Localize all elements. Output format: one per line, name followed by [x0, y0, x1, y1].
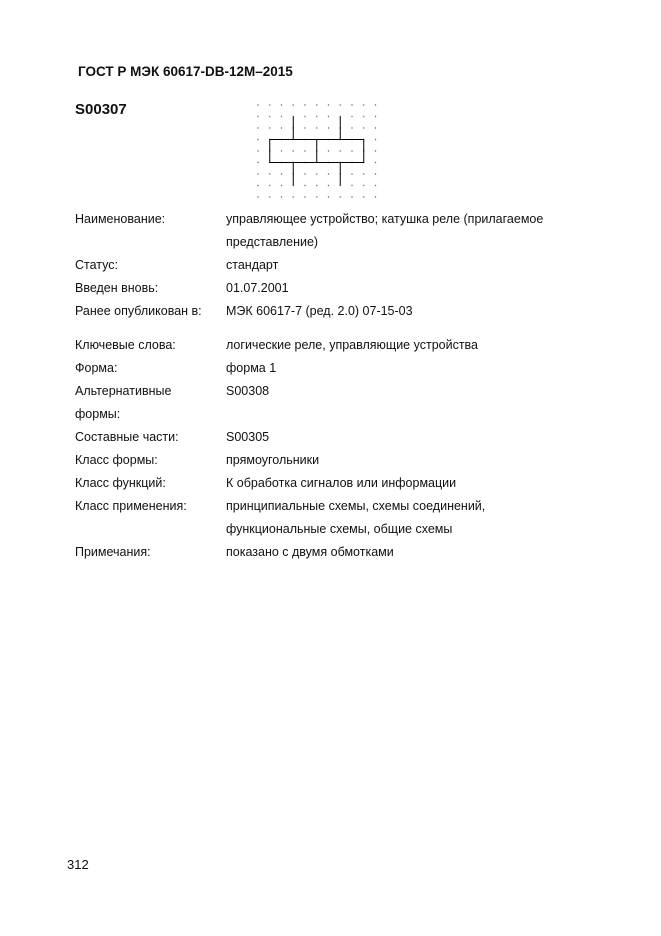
field-row-form-class	[75, 449, 543, 472]
field-row-form	[75, 357, 543, 380]
symbol-id: S00307	[75, 101, 127, 118]
remarks-label	[75, 541, 226, 564]
value-line: принципиальные схемы, схемы соединений,	[226, 498, 486, 513]
function-class-label	[75, 472, 226, 495]
label-line: Класс формы:	[75, 452, 158, 467]
status-value	[226, 254, 278, 277]
keywords-label	[75, 334, 226, 357]
introduced-label	[75, 277, 226, 300]
application-class-label	[75, 495, 226, 518]
label-line: Ключевые слова:	[75, 337, 176, 352]
previously-published-value	[226, 300, 413, 323]
name-value	[226, 208, 543, 254]
field-row-name	[75, 208, 543, 254]
value-line: логические реле, управляющие устройства	[226, 337, 479, 352]
remarks-value	[226, 541, 394, 564]
label-line: Статус:	[75, 257, 118, 272]
form-class-value	[226, 449, 319, 472]
form-class-label	[75, 449, 226, 472]
field-row-introduced	[75, 277, 543, 300]
value-line: показано с двумя обмотками	[226, 544, 394, 559]
value-line: К обработка сигналов или информации	[226, 475, 457, 490]
value-line: МЭК 60617-7 (ред. 2.0) 07-15-03	[226, 303, 413, 318]
field-row-keywords	[75, 334, 543, 357]
previously-published-label	[75, 300, 226, 323]
label-line: Альтернативные	[75, 383, 172, 398]
label-line: Класс применения:	[75, 498, 187, 513]
label-line: Ранее опубликован в:	[75, 303, 202, 318]
value-line: прямоугольники	[226, 452, 320, 467]
field-row-alternative-forms	[75, 380, 543, 426]
value-line: форма 1	[226, 360, 277, 375]
field-row-remarks	[75, 541, 543, 564]
relay-coil-symbol	[252, 99, 382, 205]
component-parts-value	[226, 426, 269, 449]
keywords-value	[226, 334, 478, 357]
value-line: управляющее устройство; катушка реле (прилагаемое	[226, 211, 544, 226]
form-label	[75, 357, 226, 380]
field-row-component-parts	[75, 426, 543, 449]
field-row-previously-published	[75, 300, 543, 323]
value-line: S00308	[226, 383, 270, 398]
value-line: S00305	[226, 429, 270, 444]
page-number: 312	[67, 857, 89, 872]
name-label	[75, 208, 226, 231]
value-line: функциональные схемы, общие схемы	[226, 521, 453, 536]
label-line: Введен вновь:	[75, 280, 159, 295]
function-class-value	[226, 472, 456, 495]
field-row-status	[75, 254, 543, 277]
field-row-application-class	[75, 495, 543, 541]
label-line: Класс функций:	[75, 475, 166, 490]
label-line: Примечания:	[75, 544, 151, 559]
field-row-function-class	[75, 472, 543, 495]
value-line: 01.07.2001	[226, 280, 289, 295]
attribute-list	[75, 208, 543, 564]
label-line: Наименование:	[75, 211, 166, 226]
alternative-forms-value	[226, 380, 269, 403]
application-class-value	[226, 495, 485, 541]
status-label	[75, 254, 226, 277]
label-line: Форма:	[75, 360, 118, 375]
form-value	[226, 357, 276, 380]
label-line: формы:	[75, 406, 121, 421]
label-line: Составные части:	[75, 429, 179, 444]
value-line: представление)	[226, 234, 319, 249]
document-header: ГОСТ Р МЭК 60617-DB-12M–2015	[78, 64, 293, 79]
introduced-value	[226, 277, 289, 300]
component-parts-label	[75, 426, 226, 449]
alternative-forms-label	[75, 380, 226, 426]
value-line: стандарт	[226, 257, 279, 272]
